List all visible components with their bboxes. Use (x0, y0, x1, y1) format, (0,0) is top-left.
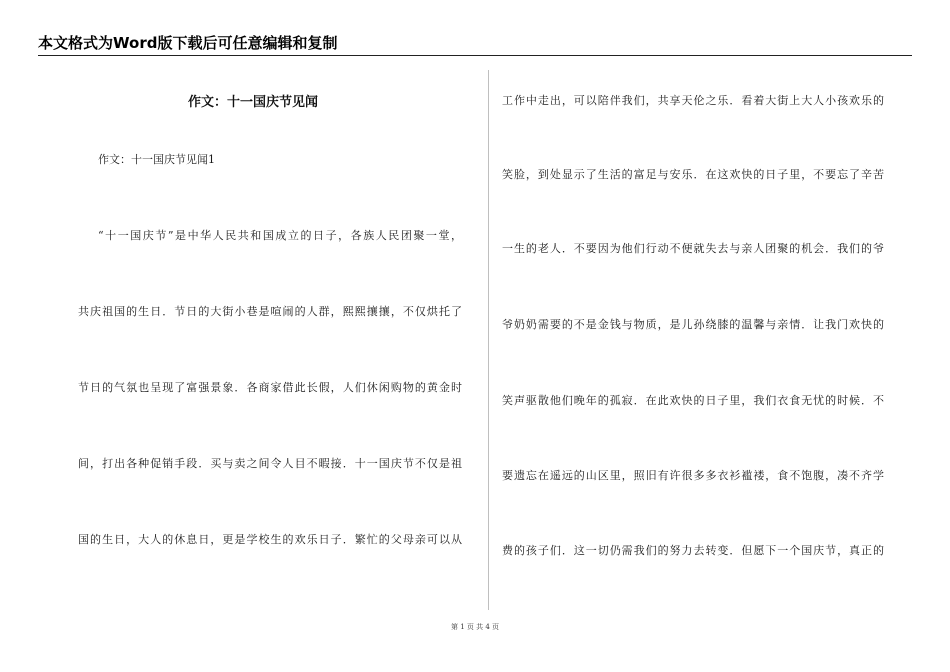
text-line: 工作中走出，可以陪伴我们，共享天伦之乐．看着大街上大人小孩欢乐的 (502, 94, 884, 107)
text-line: 国的生日，大人的休息日，更是学校生的欢乐日子．繁忙的父母亲可以从 (78, 533, 462, 546)
document-title: 作文：十一国庆节见闻 (188, 95, 319, 110)
text-line: 笑声驱散他们晚年的孤寂．在此欢快的日子里，我们衣食无忧的时候．不 (502, 394, 884, 407)
subheading-line: 作文：十一国庆节见闻1 (98, 153, 215, 166)
text-line: 间，打出各种促销手段．买与卖之间令人目不暇接．十一国庆节不仅是祖 (78, 457, 462, 470)
download-banner: 本文格式为Word版下载后可任意编辑和复制 (38, 34, 338, 52)
text-line: 共庆祖国的生日．节日的大街小巷是喧闹的人群，熙熙攘攘，不仅烘托了 (78, 305, 462, 318)
page-number: 第 1 页 共 4 页 (450, 623, 500, 631)
text-line: 笑脸，到处显示了生活的富足与安乐．在这欢快的日子里，不要忘了辛苦 (502, 168, 884, 181)
text-line: 要遗忘在遥远的山区里，照旧有许很多多衣衫褴褛，食不饱腹，凑不齐学 (502, 469, 884, 482)
text-line: 费的孩子们．这一切仍需我们的努力去转变．但愿下一个国庆节，真正的 (502, 544, 884, 557)
text-line: 爷奶奶需要的不是金钱与物质，是儿孙绕膝的温馨与亲情．让我门欢快的 (502, 318, 884, 331)
text-line: 节日的气氛也呈现了富强景象．各商家借此长假，人们休闲购物的黄金时 (78, 381, 462, 394)
column-divider (488, 70, 489, 610)
text-line: 一生的老人．不要因为他们行动不便就失去与亲人团聚的机会．我们的爷 (502, 242, 884, 255)
header-divider (38, 55, 912, 56)
text-line: “十一国庆节”是中华人民共和国成立的日子，各族人民团聚一堂， (98, 229, 462, 242)
